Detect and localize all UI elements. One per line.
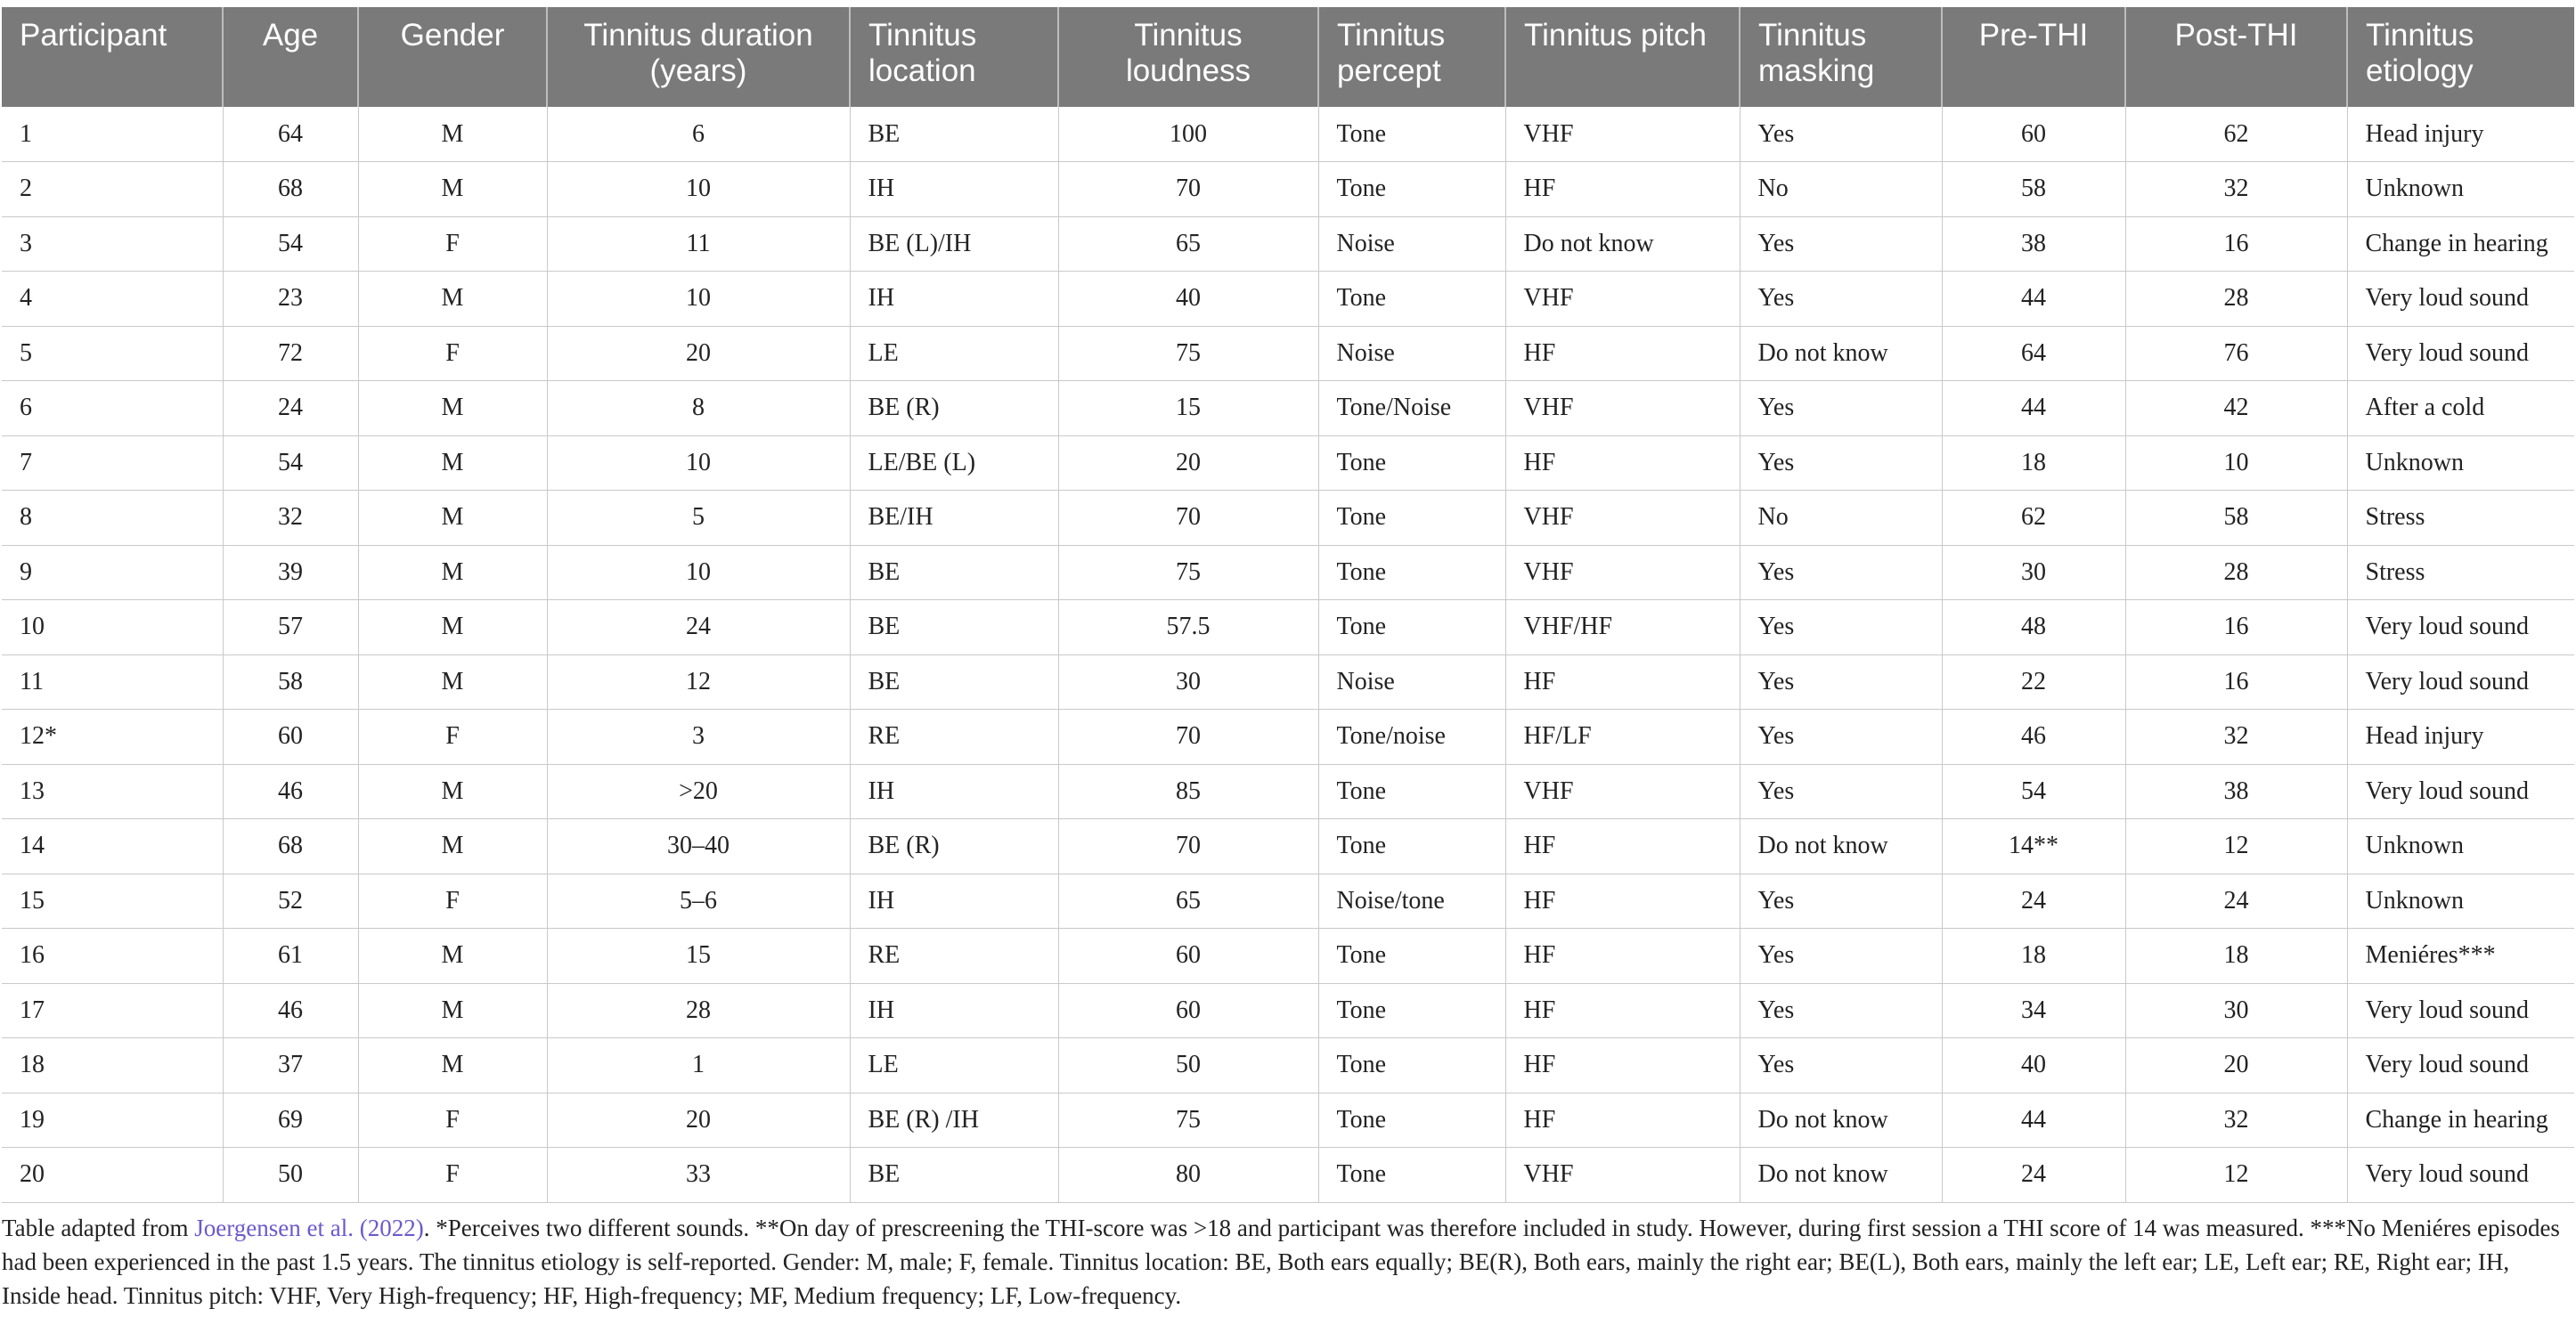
cell-percept: Noise/tone	[1318, 874, 1505, 929]
cell-pitch: VHF	[1505, 491, 1740, 546]
cell-loudness: 75	[1058, 326, 1318, 381]
cell-location: IH	[850, 272, 1058, 327]
cell-masking: Yes	[1740, 983, 1942, 1038]
cell-masking: Yes	[1740, 216, 1942, 272]
cell-post-thi: 62	[2125, 107, 2347, 162]
header-masking: Tinnitus masking	[1740, 7, 1942, 107]
cell-post-thi: 12	[2125, 819, 2347, 874]
cell-duration: 12	[547, 654, 850, 710]
cell-loudness: 40	[1058, 272, 1318, 327]
cell-location: BE (R)	[850, 381, 1058, 436]
table-row	[2, 326, 2574, 381]
cell-etiology: Unknown	[2347, 435, 2574, 491]
cell-duration: 24	[547, 600, 850, 655]
cell-location: BE/IH	[850, 491, 1058, 546]
cell-location: BE	[850, 107, 1058, 162]
cell-pitch: HF	[1505, 1093, 1740, 1148]
cell-duration: 20	[547, 1093, 850, 1148]
table-row	[2, 435, 2574, 491]
cell-pitch: HF	[1505, 435, 1740, 491]
cell-percept: Tone	[1318, 1093, 1505, 1148]
cell-age: 69	[223, 1093, 358, 1148]
cell-pre-thi: 46	[1942, 710, 2125, 765]
cell-etiology: Stress	[2347, 545, 2574, 600]
cell-gender: M	[358, 162, 547, 217]
cell-gender: M	[358, 983, 547, 1038]
cell-duration: 8	[547, 381, 850, 436]
cell-participant: 19	[2, 1093, 223, 1148]
cell-loudness: 57.5	[1058, 600, 1318, 655]
cell-pre-thi: 44	[1942, 1093, 2125, 1148]
table-body	[2, 107, 2574, 1202]
cell-location: BE	[850, 1148, 1058, 1203]
cell-loudness: 15	[1058, 381, 1318, 436]
cell-duration: 10	[547, 162, 850, 217]
cell-percept: Noise	[1318, 654, 1505, 710]
cell-age: 50	[223, 1148, 358, 1203]
cell-age: 58	[223, 654, 358, 710]
table-row	[2, 600, 2574, 655]
cell-masking: Yes	[1740, 435, 1942, 491]
cell-masking: Do not know	[1740, 1093, 1942, 1148]
cell-pre-thi: 60	[1942, 107, 2125, 162]
cell-post-thi: 16	[2125, 216, 2347, 272]
cell-age: 46	[223, 983, 358, 1038]
cell-pre-thi: 58	[1942, 162, 2125, 217]
cell-gender: M	[358, 545, 547, 600]
cell-age: 24	[223, 381, 358, 436]
header-percept: Tinnitus percept	[1318, 7, 1505, 107]
cell-percept: Tone	[1318, 435, 1505, 491]
participant-table-container	[2, 7, 2574, 1203]
table-header	[2, 7, 2574, 107]
cell-masking: Do not know	[1740, 1148, 1942, 1203]
table-row	[2, 1038, 2574, 1093]
cell-pre-thi: 34	[1942, 983, 2125, 1038]
cell-pitch: HF	[1505, 929, 1740, 984]
cell-pitch: VHF	[1505, 107, 1740, 162]
cell-percept: Tone	[1318, 545, 1505, 600]
participant-table	[2, 7, 2574, 1203]
cell-pitch: HF	[1505, 983, 1740, 1038]
cell-post-thi: 30	[2125, 983, 2347, 1038]
cell-percept: Tone	[1318, 491, 1505, 546]
cell-pitch: HF	[1505, 874, 1740, 929]
header-pitch: Tinnitus pitch	[1505, 7, 1740, 107]
cell-masking: Yes	[1740, 107, 1942, 162]
cell-location: IH	[850, 874, 1058, 929]
cell-gender: M	[358, 435, 547, 491]
cell-duration: >20	[547, 764, 850, 819]
table-row	[2, 216, 2574, 272]
cell-pre-thi: 64	[1942, 326, 2125, 381]
cell-etiology: Very loud sound	[2347, 764, 2574, 819]
cell-duration: 5	[547, 491, 850, 546]
cell-location: BE	[850, 600, 1058, 655]
cell-percept: Tone	[1318, 983, 1505, 1038]
cell-age: 37	[223, 1038, 358, 1093]
header-gender: Gender	[358, 7, 547, 107]
cell-masking: Yes	[1740, 600, 1942, 655]
cell-etiology: Very loud sound	[2347, 654, 2574, 710]
cell-pitch: VHF	[1505, 272, 1740, 327]
cell-age: 46	[223, 764, 358, 819]
cell-post-thi: 12	[2125, 1148, 2347, 1203]
cell-etiology: Meniéres***	[2347, 929, 2574, 984]
footnote-text: . *Perceives two different sounds. **On day of prescreening the THI-score was >18 and participant was therefore included in study. However, during first session a THI score of 14 was measured. ***No Meniéres episodes had been experienced in the past 1.5 years. The tinnitus etiology is self-reported. Gender: M, male; F, female. Tinnitus location: BE, Both ears equally; BE(R), Both ears, mainly the right ear; BE(L), Both ears, mainly the left ear; LE, Left ear; RE, Right ear; IH, Inside head. Tinnitus pitch: VHF, Very High-frequency; HF, High-frequency; MF, Medium frequency; LF, Low-frequency.	[2, 1215, 2560, 1309]
cell-location: IH	[850, 162, 1058, 217]
citation-link[interactable]: Joergensen et al. (2022)	[194, 1215, 424, 1241]
cell-post-thi: 76	[2125, 326, 2347, 381]
table-row	[2, 874, 2574, 929]
cell-etiology: Unknown	[2347, 819, 2574, 874]
header-age: Age	[223, 7, 358, 107]
header-participant: Participant	[2, 7, 223, 107]
cell-gender: M	[358, 764, 547, 819]
cell-masking: Yes	[1740, 381, 1942, 436]
cell-location: BE	[850, 654, 1058, 710]
cell-age: 54	[223, 216, 358, 272]
cell-location: BE (R)	[850, 819, 1058, 874]
cell-post-thi: 32	[2125, 1093, 2347, 1148]
cell-duration: 5–6	[547, 874, 850, 929]
cell-loudness: 75	[1058, 1093, 1318, 1148]
cell-location: RE	[850, 929, 1058, 984]
cell-location: IH	[850, 983, 1058, 1038]
table-row	[2, 929, 2574, 984]
cell-percept: Tone	[1318, 819, 1505, 874]
table-row	[2, 107, 2574, 162]
cell-age: 52	[223, 874, 358, 929]
cell-pre-thi: 38	[1942, 216, 2125, 272]
cell-location: BE (L)/IH	[850, 216, 1058, 272]
cell-percept: Tone	[1318, 162, 1505, 217]
cell-participant: 10	[2, 600, 223, 655]
cell-loudness: 30	[1058, 654, 1318, 710]
cell-age: 32	[223, 491, 358, 546]
footnote-prefix: Table adapted from	[2, 1215, 195, 1241]
cell-percept: Noise	[1318, 216, 1505, 272]
cell-etiology: Very loud sound	[2347, 1038, 2574, 1093]
cell-percept: Tone	[1318, 1038, 1505, 1093]
cell-loudness: 75	[1058, 545, 1318, 600]
cell-loudness: 65	[1058, 216, 1318, 272]
cell-participant: 5	[2, 326, 223, 381]
table-row	[2, 381, 2574, 436]
cell-duration: 33	[547, 1148, 850, 1203]
cell-pre-thi: 54	[1942, 764, 2125, 819]
table-row	[2, 1093, 2574, 1148]
cell-masking: Do not know	[1740, 819, 1942, 874]
cell-masking: Yes	[1740, 764, 1942, 819]
cell-participant: 2	[2, 162, 223, 217]
cell-percept: Tone	[1318, 107, 1505, 162]
cell-duration: 11	[547, 216, 850, 272]
cell-age: 64	[223, 107, 358, 162]
cell-gender: F	[358, 216, 547, 272]
cell-participant: 13	[2, 764, 223, 819]
cell-masking: Yes	[1740, 1038, 1942, 1093]
cell-percept: Tone	[1318, 600, 1505, 655]
cell-etiology: Change in hearing	[2347, 216, 2574, 272]
cell-post-thi: 58	[2125, 491, 2347, 546]
cell-gender: M	[358, 491, 547, 546]
cell-post-thi: 16	[2125, 600, 2347, 655]
header-post-thi: Post-THI	[2125, 7, 2347, 107]
cell-percept: Noise	[1318, 326, 1505, 381]
cell-duration: 10	[547, 435, 850, 491]
cell-etiology: Very loud sound	[2347, 600, 2574, 655]
cell-masking: Yes	[1740, 545, 1942, 600]
table-row	[2, 162, 2574, 217]
cell-participant: 17	[2, 983, 223, 1038]
cell-loudness: 20	[1058, 435, 1318, 491]
cell-etiology: Head injury	[2347, 107, 2574, 162]
table-row	[2, 272, 2574, 327]
cell-gender: F	[358, 710, 547, 765]
cell-gender: M	[358, 819, 547, 874]
header-duration: Tinnitus duration (years)	[547, 7, 850, 107]
cell-masking: Yes	[1740, 929, 1942, 984]
cell-age: 39	[223, 545, 358, 600]
cell-loudness: 65	[1058, 874, 1318, 929]
cell-participant: 15	[2, 874, 223, 929]
cell-participant: 7	[2, 435, 223, 491]
cell-etiology: Very loud sound	[2347, 272, 2574, 327]
cell-masking: Yes	[1740, 272, 1942, 327]
cell-etiology: Very loud sound	[2347, 983, 2574, 1038]
header-etiology: Tinnitus etiology	[2347, 7, 2574, 107]
cell-percept: Tone/noise	[1318, 710, 1505, 765]
cell-pre-thi: 30	[1942, 545, 2125, 600]
cell-age: 54	[223, 435, 358, 491]
cell-loudness: 70	[1058, 491, 1318, 546]
cell-participant: 18	[2, 1038, 223, 1093]
cell-participant: 14	[2, 819, 223, 874]
cell-pitch: HF	[1505, 819, 1740, 874]
cell-age: 60	[223, 710, 358, 765]
cell-duration: 1	[547, 1038, 850, 1093]
cell-etiology: Head injury	[2347, 710, 2574, 765]
cell-gender: F	[358, 1093, 547, 1148]
cell-pre-thi: 14**	[1942, 819, 2125, 874]
cell-pre-thi: 62	[1942, 491, 2125, 546]
table-row	[2, 983, 2574, 1038]
cell-participant: 3	[2, 216, 223, 272]
cell-loudness: 70	[1058, 710, 1318, 765]
cell-location: RE	[850, 710, 1058, 765]
cell-gender: M	[358, 600, 547, 655]
cell-age: 68	[223, 162, 358, 217]
cell-gender: M	[358, 381, 547, 436]
cell-participant: 12*	[2, 710, 223, 765]
table-row	[2, 710, 2574, 765]
cell-percept: Tone	[1318, 272, 1505, 327]
cell-percept: Tone	[1318, 1148, 1505, 1203]
cell-gender: M	[358, 929, 547, 984]
cell-post-thi: 24	[2125, 874, 2347, 929]
cell-participant: 1	[2, 107, 223, 162]
cell-etiology: Unknown	[2347, 162, 2574, 217]
cell-etiology: After a cold	[2347, 381, 2574, 436]
cell-post-thi: 20	[2125, 1038, 2347, 1093]
cell-loudness: 100	[1058, 107, 1318, 162]
cell-participant: 11	[2, 654, 223, 710]
cell-participant: 4	[2, 272, 223, 327]
cell-etiology: Unknown	[2347, 874, 2574, 929]
cell-gender: M	[358, 107, 547, 162]
cell-pre-thi: 44	[1942, 272, 2125, 327]
cell-masking: No	[1740, 162, 1942, 217]
cell-pitch: Do not know	[1505, 216, 1740, 272]
cell-participant: 20	[2, 1148, 223, 1203]
cell-post-thi: 10	[2125, 435, 2347, 491]
cell-loudness: 70	[1058, 819, 1318, 874]
cell-participant: 16	[2, 929, 223, 984]
cell-pitch: VHF	[1505, 764, 1740, 819]
cell-pre-thi: 40	[1942, 1038, 2125, 1093]
table-row	[2, 1148, 2574, 1203]
cell-duration: 20	[547, 326, 850, 381]
cell-loudness: 60	[1058, 929, 1318, 984]
cell-location: LE	[850, 326, 1058, 381]
cell-duration: 3	[547, 710, 850, 765]
cell-post-thi: 42	[2125, 381, 2347, 436]
cell-location: IH	[850, 764, 1058, 819]
cell-gender: M	[358, 1038, 547, 1093]
cell-percept: Tone	[1318, 764, 1505, 819]
table-row	[2, 654, 2574, 710]
cell-masking: No	[1740, 491, 1942, 546]
cell-post-thi: 18	[2125, 929, 2347, 984]
cell-pitch: HF	[1505, 654, 1740, 710]
cell-duration: 10	[547, 545, 850, 600]
cell-percept: Tone	[1318, 929, 1505, 984]
table-row	[2, 819, 2574, 874]
cell-etiology: Change in hearing	[2347, 1093, 2574, 1148]
cell-age: 57	[223, 600, 358, 655]
cell-location: LE/BE (L)	[850, 435, 1058, 491]
cell-gender: M	[358, 272, 547, 327]
cell-participant: 8	[2, 491, 223, 546]
cell-gender: M	[358, 654, 547, 710]
cell-post-thi: 16	[2125, 654, 2347, 710]
cell-pre-thi: 44	[1942, 381, 2125, 436]
cell-pitch: VHF	[1505, 545, 1740, 600]
cell-duration: 28	[547, 983, 850, 1038]
cell-etiology: Very loud sound	[2347, 326, 2574, 381]
cell-loudness: 70	[1058, 162, 1318, 217]
table-row	[2, 764, 2574, 819]
cell-post-thi: 28	[2125, 272, 2347, 327]
cell-age: 68	[223, 819, 358, 874]
cell-etiology: Very loud sound	[2347, 1148, 2574, 1203]
header-loudness: Tinnitus loudness	[1058, 7, 1318, 107]
header-location: Tinnitus location	[850, 7, 1058, 107]
cell-pre-thi: 22	[1942, 654, 2125, 710]
cell-pitch: VHF/HF	[1505, 600, 1740, 655]
cell-participant: 6	[2, 381, 223, 436]
cell-pitch: VHF	[1505, 381, 1740, 436]
cell-post-thi: 28	[2125, 545, 2347, 600]
cell-duration: 30–40	[547, 819, 850, 874]
cell-post-thi: 32	[2125, 710, 2347, 765]
cell-masking: Yes	[1740, 710, 1942, 765]
cell-location: BE	[850, 545, 1058, 600]
cell-pitch: VHF	[1505, 1148, 1740, 1203]
cell-pre-thi: 18	[1942, 435, 2125, 491]
cell-gender: F	[358, 874, 547, 929]
cell-pitch: HF	[1505, 1038, 1740, 1093]
header-row	[2, 7, 2574, 107]
cell-pre-thi: 24	[1942, 1148, 2125, 1203]
cell-etiology: Stress	[2347, 491, 2574, 546]
cell-pre-thi: 48	[1942, 600, 2125, 655]
cell-loudness: 60	[1058, 983, 1318, 1038]
cell-pitch: HF	[1505, 326, 1740, 381]
cell-post-thi: 38	[2125, 764, 2347, 819]
cell-age: 72	[223, 326, 358, 381]
cell-percept: Tone/Noise	[1318, 381, 1505, 436]
cell-gender: F	[358, 1148, 547, 1203]
cell-post-thi: 32	[2125, 162, 2347, 217]
cell-age: 23	[223, 272, 358, 327]
cell-gender: F	[358, 326, 547, 381]
cell-age: 61	[223, 929, 358, 984]
cell-duration: 15	[547, 929, 850, 984]
cell-masking: Yes	[1740, 654, 1942, 710]
cell-pre-thi: 24	[1942, 874, 2125, 929]
cell-masking: Do not know	[1740, 326, 1942, 381]
cell-loudness: 85	[1058, 764, 1318, 819]
cell-loudness: 80	[1058, 1148, 1318, 1203]
cell-participant: 9	[2, 545, 223, 600]
cell-pitch: HF	[1505, 162, 1740, 217]
cell-pitch: HF/LF	[1505, 710, 1740, 765]
cell-duration: 10	[547, 272, 850, 327]
cell-location: BE (R) /IH	[850, 1093, 1058, 1148]
cell-pre-thi: 18	[1942, 929, 2125, 984]
cell-location: LE	[850, 1038, 1058, 1093]
table-footnote	[2, 1211, 2567, 1313]
table-row	[2, 491, 2574, 546]
header-pre-thi: Pre-THI	[1942, 7, 2125, 107]
cell-masking: Yes	[1740, 874, 1942, 929]
table-row	[2, 545, 2574, 600]
cell-duration: 6	[547, 107, 850, 162]
cell-loudness: 50	[1058, 1038, 1318, 1093]
